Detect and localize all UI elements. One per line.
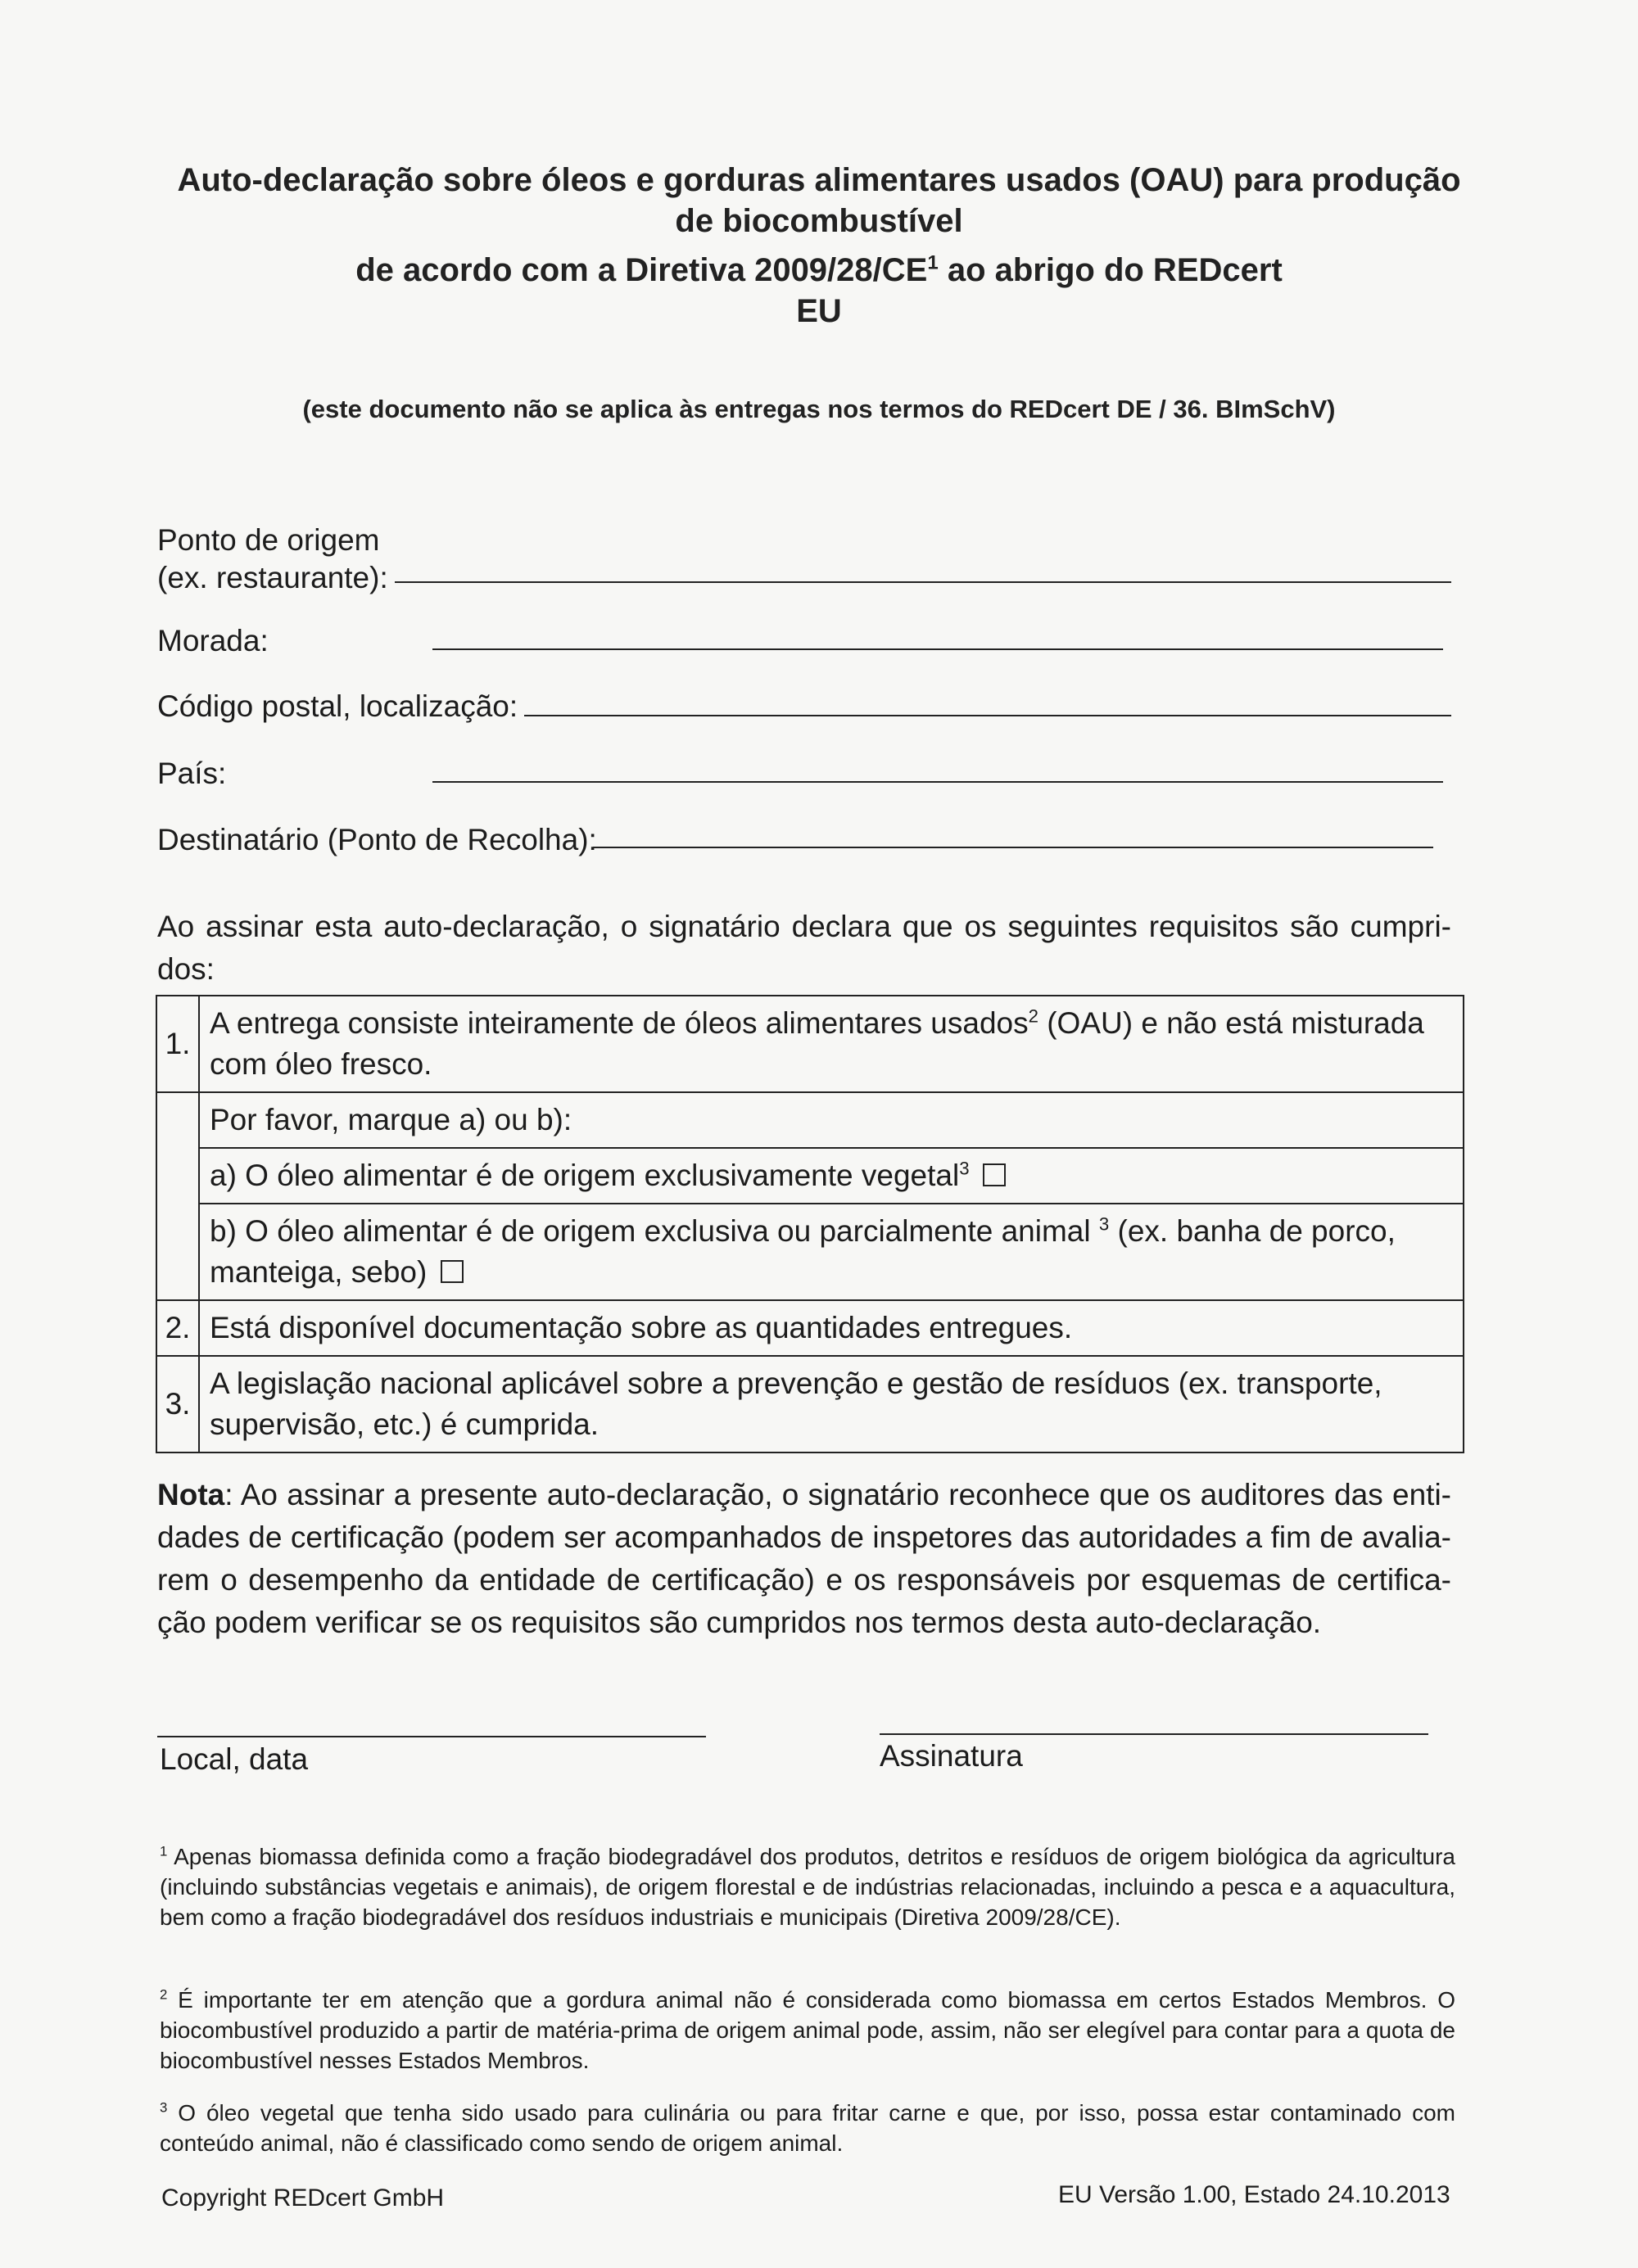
origin-label-line-2: (ex. restaurante): xyxy=(157,561,388,594)
country-label: País: xyxy=(157,757,227,790)
country-field-line[interactable] xyxy=(432,781,1443,783)
footnote-2 xyxy=(160,1985,1455,2076)
recipient-label: Destinatário (Ponto de Recolha): xyxy=(157,823,597,856)
footnote-3-number: 3 xyxy=(160,2099,168,2116)
footnote-2-text: É importante ter em atenção que a gordura animal não é considerada como biomassa em certos Estados Membros. O biocombustível produzido a partir de matéria-prima de origem animal pode, assim, não ser elegível para contar para a quota de biocombustível nesses Estados Membros. xyxy=(160,1987,1455,2073)
place-date-line[interactable] xyxy=(157,1736,706,1737)
requirement-number: 1. xyxy=(156,996,199,1092)
address-field-line[interactable] xyxy=(432,648,1443,650)
requirement-number: 3. xyxy=(156,1356,199,1453)
empty-number-cell xyxy=(156,1092,199,1300)
footnote-1-number: 1 xyxy=(160,1843,168,1859)
note-text: : Ao assinar a presente auto-declaração, o signatário reconhece que os auditores das enti-dades de certificação (podem ser acompanhados de inspetores das autoridades a fim de avalia-rem o desempenho da entidade de certificação) e os responsáveis por esquemas de certifica-ção podem verificar se os requisitos são cumpridos nos termos desta auto-declaração. xyxy=(157,1478,1451,1639)
origin-label xyxy=(157,522,388,597)
postal-field-line[interactable] xyxy=(524,715,1451,716)
note-paragraph xyxy=(157,1474,1451,1644)
footnote-ref-1: 1 xyxy=(927,251,939,274)
choice-instruction: Por favor, marque a) ou b): xyxy=(199,1092,1464,1148)
signature-label: Assinatura xyxy=(880,1739,1023,1773)
footnote-ref-3a: 3 xyxy=(959,1158,970,1179)
document-subtitle xyxy=(123,250,1515,332)
option-a-checkbox[interactable] xyxy=(983,1163,1006,1186)
recipient-field-line[interactable] xyxy=(593,847,1433,848)
requirement-text: Está disponível documentação sobre as quantidades entregues. xyxy=(199,1300,1464,1356)
footnote-1-text: Apenas biomassa definida como a fração biodegradável dos produtos, detritos e resíduos de origem biológica da agricultura (incluindo substâncias vegetais e animais), de origem florestal e de indústrias relacionadas, incluindo a pesca e a aquacultura, bem como a fração biodegradável dos resíduos industriais e municipais (Diretiva 2009/28/CE). xyxy=(160,1844,1455,1930)
version-info: EU Versão 1.00, Estado 24.10.2013 xyxy=(1058,2181,1450,2208)
address-label: Morada: xyxy=(157,624,269,657)
subtitle-line-2: EU xyxy=(796,293,842,329)
subtitle-line-1 xyxy=(123,250,1515,291)
postal-label: Código postal, localização: xyxy=(157,689,518,723)
option-b-checkbox[interactable] xyxy=(441,1260,464,1283)
footnote-3-text: O óleo vegetal que tenha sido usado para culinária ou para fritar carne e que, por isso, possa estar contaminado com conteúdo animal, não é classificado como sendo de origem animal. xyxy=(160,2100,1455,2156)
footnote-ref-2: 2 xyxy=(1028,1005,1038,1027)
disclaimer: (este documento não se aplica às entregas nos termos do REDcert DE / 36. BImSchV) xyxy=(302,395,1336,423)
footnote-1 xyxy=(160,1841,1455,1932)
subtitle-text-end: ao abrigo do REDcert xyxy=(938,252,1283,288)
intro-paragraph: Ao assinar esta auto-declaração, o signatário declara que os seguintes requisitos são cumpri-dos: xyxy=(157,910,1451,986)
option-b-text-end: (ex. banha de porco, manteiga, sebo) xyxy=(210,1214,1396,1289)
requirement-number: 2. xyxy=(156,1300,199,1356)
footnote-2-number: 2 xyxy=(160,1986,168,2003)
req1-text-end: (OAU) e não está misturada com óleo fresco. xyxy=(210,1006,1424,1081)
requirement-row-3 xyxy=(156,1356,1464,1453)
signature-line[interactable] xyxy=(880,1733,1428,1735)
subtitle-text: de acordo com a Diretiva 2009/28/CE xyxy=(355,252,928,288)
option-b-row xyxy=(156,1204,1464,1300)
requirement-row-1 xyxy=(156,996,1464,1092)
option-b xyxy=(199,1204,1464,1300)
origin-label-line-1: Ponto de origem xyxy=(157,523,380,557)
option-a xyxy=(199,1148,1464,1204)
option-a-row xyxy=(156,1148,1464,1204)
title-line-2: de biocombustível xyxy=(675,203,963,239)
note-label: Nota xyxy=(157,1478,225,1511)
place-date-label: Local, data xyxy=(160,1742,309,1776)
requirements-table xyxy=(156,995,1464,1453)
choice-instruction-row xyxy=(156,1092,1464,1148)
document-title xyxy=(123,160,1515,242)
copyright: Copyright REDcert GmbH xyxy=(161,2184,445,2212)
requirement-text xyxy=(199,996,1464,1092)
requirement-text: A legislação nacional aplicável sobre a prevenção e gestão de resíduos (ex. transporte, supervisão, etc.) é cumprida. xyxy=(199,1356,1464,1453)
footnote-3 xyxy=(160,2098,1455,2158)
origin-field-line[interactable] xyxy=(395,581,1451,583)
req1-text: A entrega consiste inteiramente de óleos alimentares usados xyxy=(210,1006,1029,1040)
option-b-text: b) O óleo alimentar é de origem exclusiva ou parcialmente animal xyxy=(210,1214,1099,1248)
footnote-ref-3b: 3 xyxy=(1098,1213,1110,1235)
option-a-text: a) O óleo alimentar é de origem exclusivamente vegetal xyxy=(210,1159,960,1192)
title-line-1: Auto-declaração sobre óleos e gorduras alimentares usados (OAU) para produção xyxy=(177,162,1461,198)
requirement-row-2 xyxy=(156,1300,1464,1356)
